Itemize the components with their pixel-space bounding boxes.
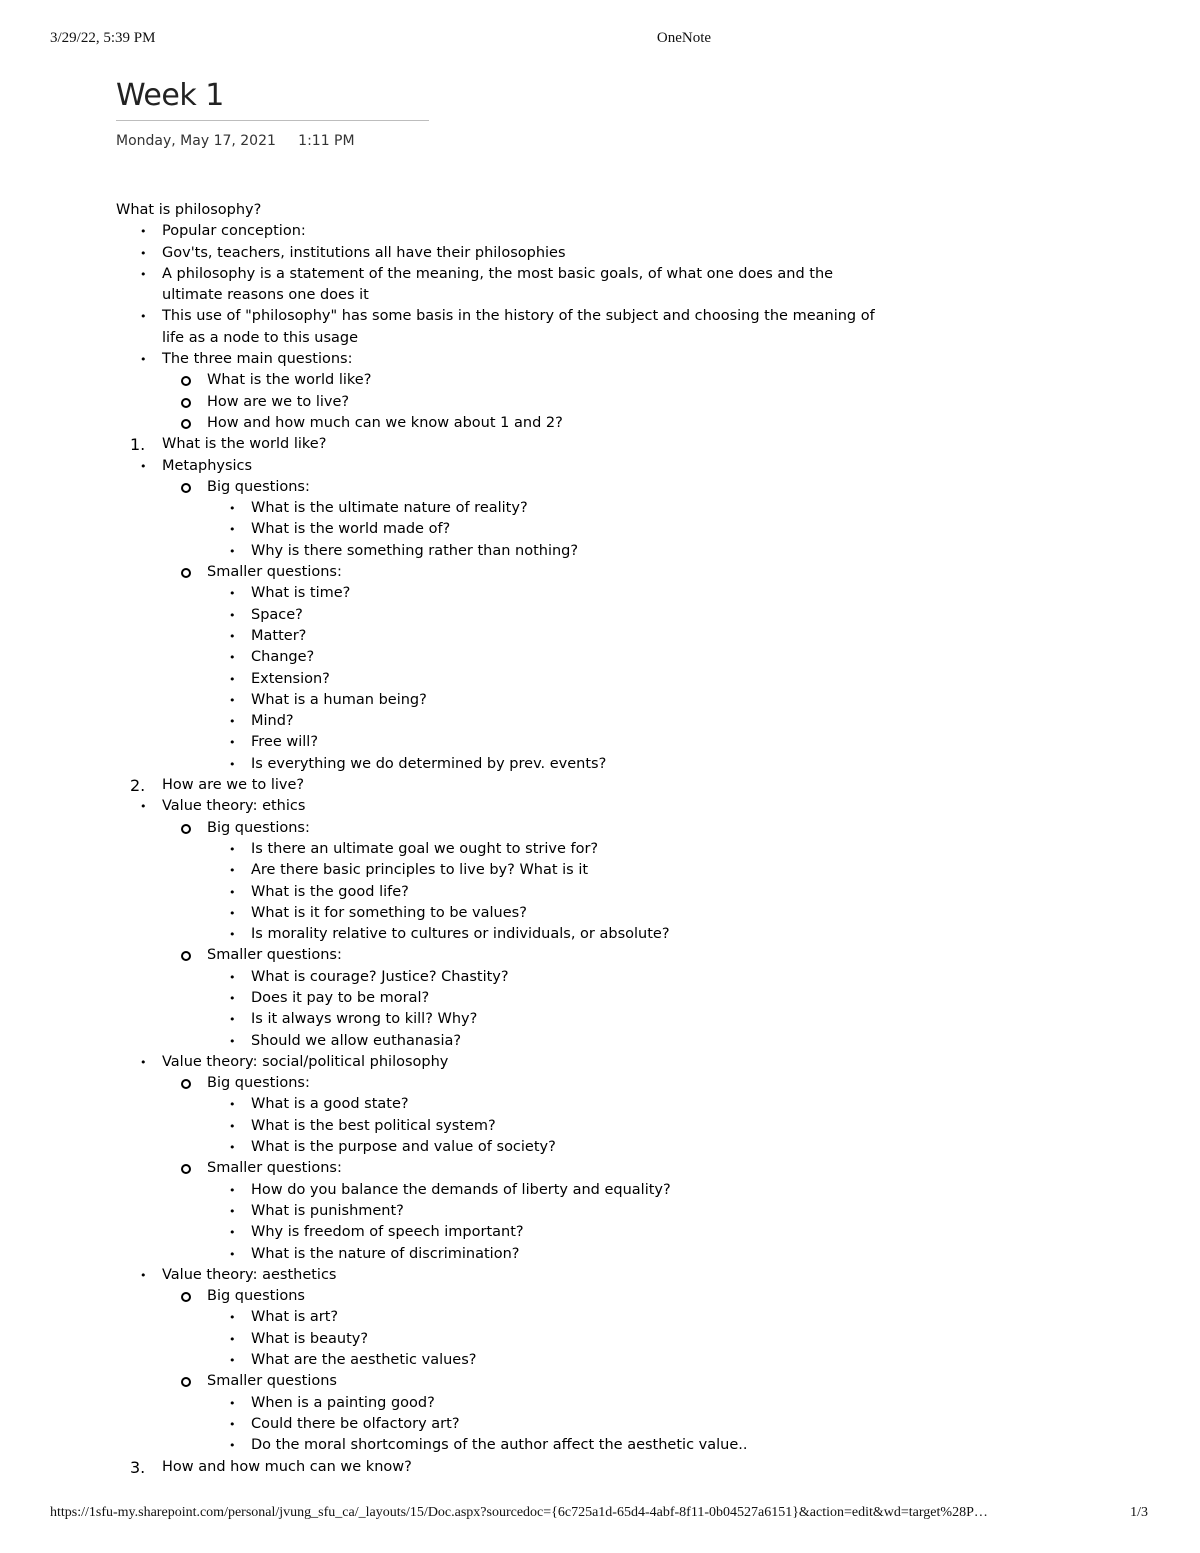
bullet-marker: •	[229, 1034, 236, 1048]
bullet-marker: •	[140, 1268, 147, 1282]
bullet-marker: •	[229, 608, 236, 622]
list-item-text: Mind?	[251, 713, 294, 730]
bullet-marker: •	[229, 970, 236, 984]
bullet-marker: •	[229, 1119, 236, 1133]
bullet-marker: •	[229, 1311, 236, 1325]
circle-bullet-marker	[181, 376, 191, 386]
list-item-text: What is courage? Justice? Chastity?	[251, 968, 509, 985]
list-item	[0, 690, 1200, 711]
list-item-text: Smaller questions:	[207, 564, 342, 581]
list-item	[0, 1052, 1200, 1073]
list-item	[0, 1286, 1200, 1307]
list-item	[0, 711, 1200, 732]
list-item-text: Value theory: social/political philosophy	[162, 1053, 449, 1070]
bullet-marker: •	[229, 523, 236, 537]
list-item	[0, 477, 1200, 498]
list-item	[0, 1329, 1200, 1350]
list-item-text: How are we to live?	[162, 777, 305, 794]
list-item	[0, 754, 1200, 775]
bullet-marker: •	[229, 906, 236, 920]
list-item-text: Could there be olfactory art?	[251, 1415, 460, 1432]
list-item	[0, 221, 1200, 242]
circle-bullet-marker	[181, 483, 191, 493]
list-item-text: What is time?	[251, 585, 351, 602]
circle-bullet-marker	[181, 398, 191, 408]
list-item	[0, 1350, 1200, 1371]
list-item-text: Smaller questions:	[207, 1160, 342, 1177]
list-item-text: Smaller questions	[207, 1373, 337, 1390]
bullet-marker: •	[229, 1354, 236, 1368]
bullet-marker: •	[229, 864, 236, 878]
list-item-text: Space?	[251, 606, 303, 623]
list-item-text: Value theory: ethics	[162, 798, 306, 815]
list-item	[0, 583, 1200, 604]
bullet-marker: •	[229, 1204, 236, 1218]
list-item-text: What is the world like?	[207, 372, 372, 389]
list-item	[0, 775, 1200, 796]
list-item	[0, 200, 1200, 221]
bullet-marker: •	[229, 715, 236, 729]
list-item	[0, 1435, 1200, 1456]
bullet-marker: •	[229, 1183, 236, 1197]
bullet-marker: •	[140, 267, 147, 281]
list-number: 3.	[130, 1457, 146, 1477]
list-item-text: Why is there something rather than nothing?	[251, 542, 579, 559]
print-app-name: OneNote	[656, 30, 712, 46]
list-item	[0, 541, 1200, 562]
list-item-text: What is the best political system?	[251, 1117, 496, 1134]
list-item	[0, 882, 1200, 903]
list-item-text: What is a good state?	[251, 1096, 409, 1113]
bullet-marker: •	[229, 1013, 236, 1027]
bullet-marker: •	[140, 1055, 147, 1069]
bullet-marker: •	[229, 736, 236, 750]
bullet-marker: •	[140, 800, 147, 814]
bullet-marker: •	[229, 1098, 236, 1112]
circle-bullet-marker	[181, 419, 191, 429]
bullet-marker: •	[229, 1141, 236, 1155]
list-item-text: Change?	[251, 649, 315, 666]
list-item	[0, 1201, 1200, 1222]
list-item-text: When is a painting good?	[251, 1394, 435, 1411]
list-item	[0, 264, 1200, 285]
list-item-text: What is the world made of?	[251, 521, 451, 538]
list-item-text: What is a human being?	[251, 691, 427, 708]
list-item	[0, 243, 1200, 264]
list-item-text: Is there an ultimate goal we ought to strive for?	[251, 840, 599, 857]
print-url: https://1sfu-my.sharepoint.com/personal/jvung_sfu_ca/_layouts/15/Doc.aspx?sourcedoc={6c725a1d-65d4-4abf-8f11-0b04527a6151}&action=edit&wd=target%28P…	[50, 1505, 988, 1520]
bullet-marker: •	[229, 629, 236, 643]
list-item	[0, 1031, 1200, 1052]
list-item	[0, 434, 1200, 455]
list-item	[0, 818, 1200, 839]
list-item	[0, 1244, 1200, 1265]
list-item-text: How and how much can we know about 1 and 2?	[207, 414, 563, 431]
list-item-text: A philosophy is a statement of the meaning, the most basic goals, of what one does and the	[162, 265, 834, 282]
list-item-text: Is morality relative to cultures or individuals, or absolute?	[251, 926, 670, 943]
list-item	[0, 1457, 1200, 1478]
bullet-marker: •	[140, 459, 147, 473]
list-item-text: Should we allow euthanasia?	[251, 1032, 462, 1049]
list-number: 1.	[130, 435, 146, 455]
list-item	[0, 669, 1200, 690]
list-item-text: ultimate reasons one does it	[162, 287, 369, 304]
list-item	[0, 796, 1200, 817]
list-item-text: How are we to live?	[207, 393, 350, 410]
bullet-marker: •	[229, 1417, 236, 1431]
list-item-text: Smaller questions:	[207, 947, 342, 964]
list-item	[0, 967, 1200, 988]
bullet-marker: •	[140, 225, 147, 239]
list-number: 2.	[130, 776, 146, 796]
list-item	[0, 1222, 1200, 1243]
list-item-text: What is the purpose and value of society?	[251, 1139, 556, 1156]
list-item	[0, 1393, 1200, 1414]
note-outline	[0, 200, 1200, 1478]
page-date: Monday, May 17, 2021 1:11 PM	[116, 133, 355, 149]
list-item-text: Big questions:	[207, 478, 310, 495]
bullet-marker: •	[229, 544, 236, 558]
list-item	[0, 945, 1200, 966]
list-item-text: What is philosophy?	[116, 202, 262, 218]
page-title: Week 1	[116, 78, 224, 113]
bullet-marker: •	[229, 1226, 236, 1240]
list-item	[0, 1265, 1200, 1286]
list-item	[0, 903, 1200, 924]
list-item	[0, 413, 1200, 434]
list-item	[0, 328, 1200, 349]
list-item	[0, 1307, 1200, 1328]
list-item	[0, 1009, 1200, 1030]
list-item-text: life as a node to this usage	[162, 329, 359, 346]
list-item-text: What is the good life?	[251, 883, 409, 900]
list-item-text: What is art?	[251, 1309, 339, 1326]
circle-bullet-marker	[181, 1377, 191, 1387]
title-divider	[116, 120, 429, 121]
list-item	[0, 647, 1200, 668]
list-item-text: Big questions:	[207, 819, 310, 836]
list-item-text: The three main questions:	[162, 351, 353, 368]
list-item-text: What is beauty?	[251, 1330, 369, 1347]
list-item-text: Gov'ts, teachers, institutions all have their philosophies	[162, 244, 566, 261]
list-item-text: Does it pay to be moral?	[251, 989, 430, 1006]
bullet-marker: •	[229, 842, 236, 856]
print-page-number: 1/3	[1130, 1505, 1148, 1520]
list-item	[0, 1180, 1200, 1201]
circle-bullet-marker	[181, 1292, 191, 1302]
bullet-marker: •	[229, 651, 236, 665]
list-item-text: Metaphysics	[162, 457, 253, 474]
bullet-marker: •	[229, 502, 236, 516]
bullet-marker: •	[229, 672, 236, 686]
list-item	[0, 1414, 1200, 1435]
bullet-marker: •	[229, 1247, 236, 1261]
list-item-text: What is it for something to be values?	[251, 904, 527, 921]
list-item	[0, 1094, 1200, 1115]
list-item-text: Free will?	[251, 734, 319, 751]
list-item-text: Popular conception:	[162, 223, 306, 240]
list-item-text: This use of "philosophy" has some basis in the history of the subject and choosing the meaning of	[162, 308, 875, 325]
list-item	[0, 519, 1200, 540]
list-item	[0, 456, 1200, 477]
list-item	[0, 498, 1200, 519]
bullet-marker: •	[229, 1332, 236, 1346]
list-item-text: Is everything we do determined by prev. events?	[251, 755, 607, 772]
list-item	[0, 1116, 1200, 1137]
list-item-text: How do you balance the demands of liberty and equality?	[251, 1181, 671, 1198]
list-item-text: Extension?	[251, 670, 330, 687]
list-item	[0, 562, 1200, 583]
circle-bullet-marker	[181, 1164, 191, 1174]
list-item	[0, 306, 1200, 327]
list-item	[0, 988, 1200, 1009]
bullet-marker: •	[229, 1439, 236, 1453]
bullet-marker: •	[140, 353, 147, 367]
list-item	[0, 285, 1200, 306]
list-item-text: Big questions	[207, 1288, 305, 1305]
bullet-marker: •	[229, 1396, 236, 1410]
list-item	[0, 605, 1200, 626]
list-item	[0, 839, 1200, 860]
list-item	[0, 860, 1200, 881]
circle-bullet-marker	[181, 1079, 191, 1089]
bullet-marker: •	[229, 928, 236, 942]
list-item	[0, 924, 1200, 945]
bullet-marker: •	[140, 310, 147, 324]
list-item-text: What is punishment?	[251, 1202, 404, 1219]
bullet-marker: •	[229, 693, 236, 707]
list-item-text: What is the world like?	[162, 436, 327, 453]
list-item-text: What is the ultimate nature of reality?	[251, 500, 528, 517]
list-item	[0, 370, 1200, 391]
circle-bullet-marker	[181, 568, 191, 578]
list-item	[0, 1073, 1200, 1094]
list-item-text: Are there basic principles to live by? What is it	[251, 862, 589, 879]
list-item	[0, 1371, 1200, 1392]
list-item	[0, 626, 1200, 647]
print-timestamp: 3/29/22, 5:39 PM	[50, 30, 156, 46]
list-item-text: Do the moral shortcomings of the author affect the aesthetic value..	[251, 1437, 748, 1454]
circle-bullet-marker	[181, 951, 191, 961]
list-item	[0, 1158, 1200, 1179]
bullet-marker: •	[229, 757, 236, 771]
bullet-marker: •	[229, 587, 236, 601]
list-item	[0, 392, 1200, 413]
list-item-text: Is it always wrong to kill? Why?	[251, 1011, 478, 1028]
list-item	[0, 732, 1200, 753]
list-item-text: Big questions:	[207, 1075, 310, 1092]
list-item-text: How and how much can we know?	[162, 1458, 412, 1475]
bullet-marker: •	[140, 246, 147, 260]
list-item-text: What are the aesthetic values?	[251, 1352, 477, 1369]
bullet-marker: •	[229, 991, 236, 1005]
list-item	[0, 1137, 1200, 1158]
list-item-text: Why is freedom of speech important?	[251, 1224, 524, 1241]
list-item-text: What is the nature of discrimination?	[251, 1245, 520, 1262]
bullet-marker: •	[229, 885, 236, 899]
list-item-text: Matter?	[251, 627, 307, 644]
list-item-text: Value theory: aesthetics	[162, 1266, 337, 1283]
circle-bullet-marker	[181, 824, 191, 834]
list-item	[0, 349, 1200, 370]
